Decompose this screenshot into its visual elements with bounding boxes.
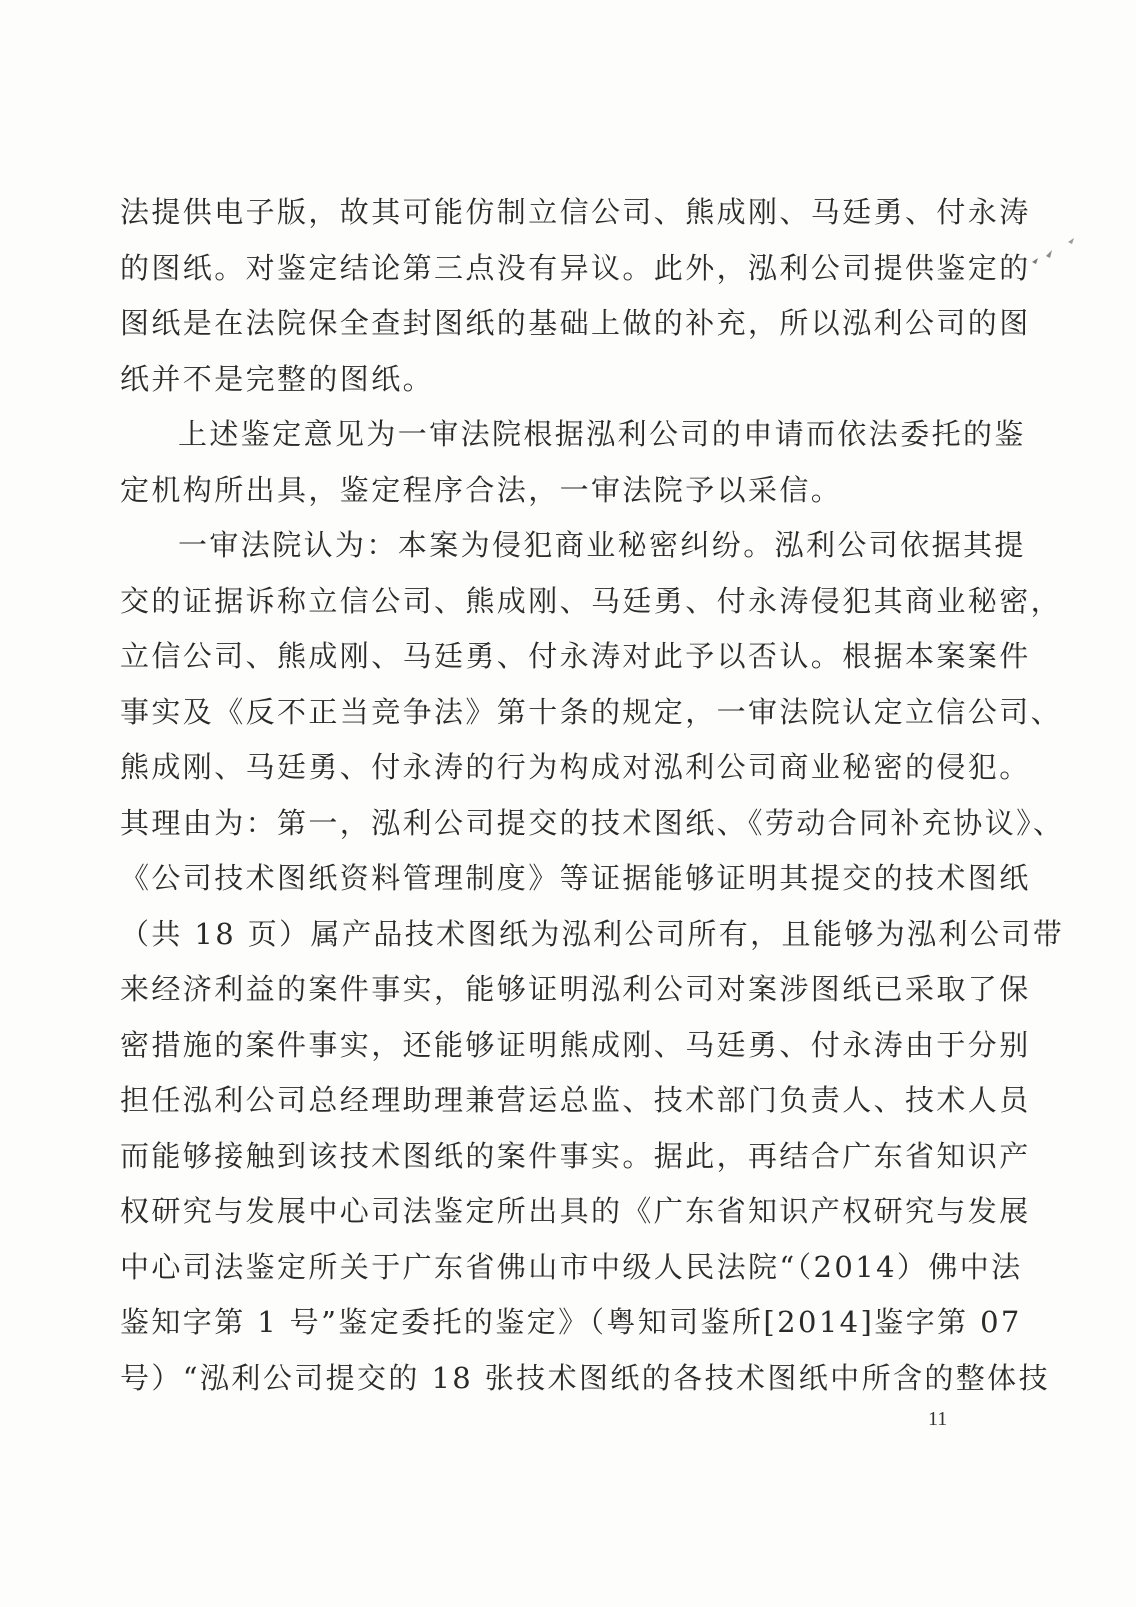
page-number: 11 <box>928 1408 948 1430</box>
text-line: 来经济利益的案件事实，能够证明泓利公司对案涉图纸已采取了保 <box>120 972 1031 1006</box>
text-line: 纸并不是完整的图纸。 <box>120 361 435 396</box>
text-line: 权研究与发展中心司法鉴定所出具的《广东省知识产权研究与发展 <box>120 1194 1031 1228</box>
text-line: 图纸是在法院保全查封图纸的基础上做的补充，所以泓利公司的图 <box>120 306 1031 340</box>
text-line: 密措施的案件事实，还能够证明熊成刚、马廷勇、付永涛由于分别 <box>120 1027 1031 1062</box>
text-line: 熊成刚、马廷勇、付永涛的行为构成对泓利公司商业秘密的侵犯。 <box>120 750 1031 784</box>
text-line: 其理由为：第一，泓利公司提交的技术图纸、《劳动合同补充协议》、 <box>120 805 1065 840</box>
body-text <box>120 185 1065 1406</box>
paragraph-start-line: 一审法院认为：本案为侵犯商业秘密纠纷。泓利公司依据其提 <box>178 528 1026 562</box>
text-line: 号）“泓利公司提交的 18 张技术图纸的各技术图纸中所含的整体技 <box>120 1360 1050 1395</box>
text-line: 事实及《反不正当竞争法》第十条的规定，一审法院认定立信公司、 <box>120 694 1063 729</box>
text-line: 立信公司、熊成刚、马廷勇、付永涛对此予以否认。根据本案案件 <box>120 639 1031 673</box>
text-line: 交的证据诉称立信公司、熊成刚、马廷勇、付永涛侵犯其商业秘密， <box>120 583 1063 618</box>
text-line: 中心司法鉴定所关于广东省佛山市中级人民法院“（2014）佛中法 <box>120 1249 1023 1284</box>
text-line: 鉴知字第 1 号”鉴定委托的鉴定》（粤知司鉴所[2014]鉴字第 07 <box>120 1305 1022 1339</box>
scan-artifact-mark <box>1028 228 1088 268</box>
text-line: 法提供电子版，故其可能仿制立信公司、熊成刚、马廷勇、付永涛 <box>120 195 1031 229</box>
text-line: 的图纸。对鉴定结论第三点没有异议。此外，泓利公司提供鉴定的 <box>120 250 1031 285</box>
text-line: 《公司技术图纸资料管理制度》等证据能够证明其提交的技术图纸 <box>120 861 1031 895</box>
text-line: （共 18 页）属产品技术图纸为泓利公司所有，且能够为泓利公司带 <box>120 916 1065 951</box>
paragraph-start-line: 上述鉴定意见为一审法院根据泓利公司的申请而依法委托的鉴 <box>178 417 1026 451</box>
text-line: 担任泓利公司总经理助理兼营运总监、技术部门负责人、技术人员 <box>120 1083 1031 1117</box>
text-line: 而能够接触到该技术图纸的案件事实。据此，再结合广东省知识产 <box>120 1138 1031 1173</box>
text-line: 定机构所出具，鉴定程序合法，一审法院予以采信。 <box>120 472 843 507</box>
